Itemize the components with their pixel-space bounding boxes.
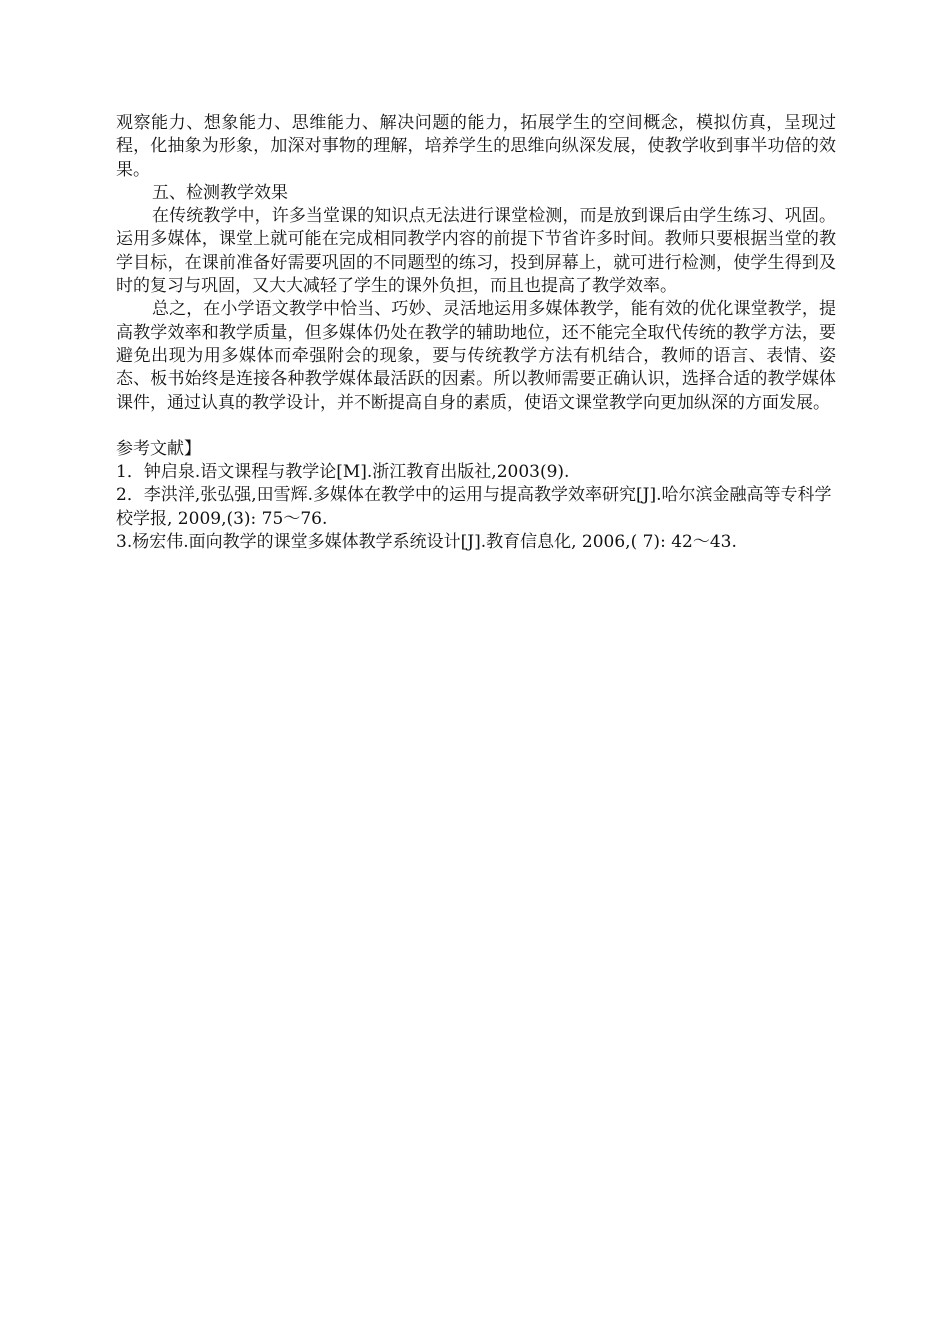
reference-item: 1．钟启泉.语文课程与教学论[M].浙江教育出版社,2003(9). [116, 462, 570, 483]
references-title: 参考文献】 [116, 438, 201, 459]
paragraph-conclusion: 总之，在小学语文教学中恰当、巧妙、灵活地运用多媒体教学，能有效的优化课堂教学，提高教学效率和教学质量，但多媒体仍处在教学的辅助地位，还不能完全取代传统的教学方法，要避免出现为用多媒体而牵强附会的现象，要与传统教学方法有机结合，教师的语言、表情、姿态、板书始终是连接各种教学媒体最活跃的因素。所以教师需要正确认识，选择合适的教学媒体课件，通过认真的教学设计，并不断提高自身的素质，使语文课堂教学向更加纵深的方面发展。 [116, 299, 836, 413]
paragraph-continued: 观察能力、想象能力、思维能力、解决问题的能力，拓展学生的空间概念，模拟仿真，呈现过程，化抽象为形象，加深对事物的理解，培养学生的思维向纵深发展，使教学收到事半功倍的效果。 [116, 113, 836, 180]
section-heading: 五、检测教学效果 [152, 182, 288, 203]
paragraph-testing: 在传统教学中，许多当堂课的知识点无法进行课堂检测，而是放到课后由学生练习、巩固。运用多媒体，课堂上就可能在完成相同教学内容的前提下节省许多时间。教师只要根据当堂的教学目标，在课前准备好需要巩固的不同题型的练习，投到屏幕上，就可进行检测，使学生得到及时的复习与巩固，又大大减轻了学生的课外负担，而且也提高了教学效率。 [116, 206, 836, 297]
reference-item: 3.杨宏伟.面向教学的课堂多媒体教学系统设计[J].教育信息化, 2006,( 7): 42～43. [116, 532, 737, 553]
reference-item: 2．李洪洋,张弘强,田雪辉.多媒体在教学中的运用与提高教学效率研究[J].哈尔滨金融高等专科学校学报, 2009,(3): 75～76. [116, 485, 832, 529]
document-page [116, 112, 836, 554]
